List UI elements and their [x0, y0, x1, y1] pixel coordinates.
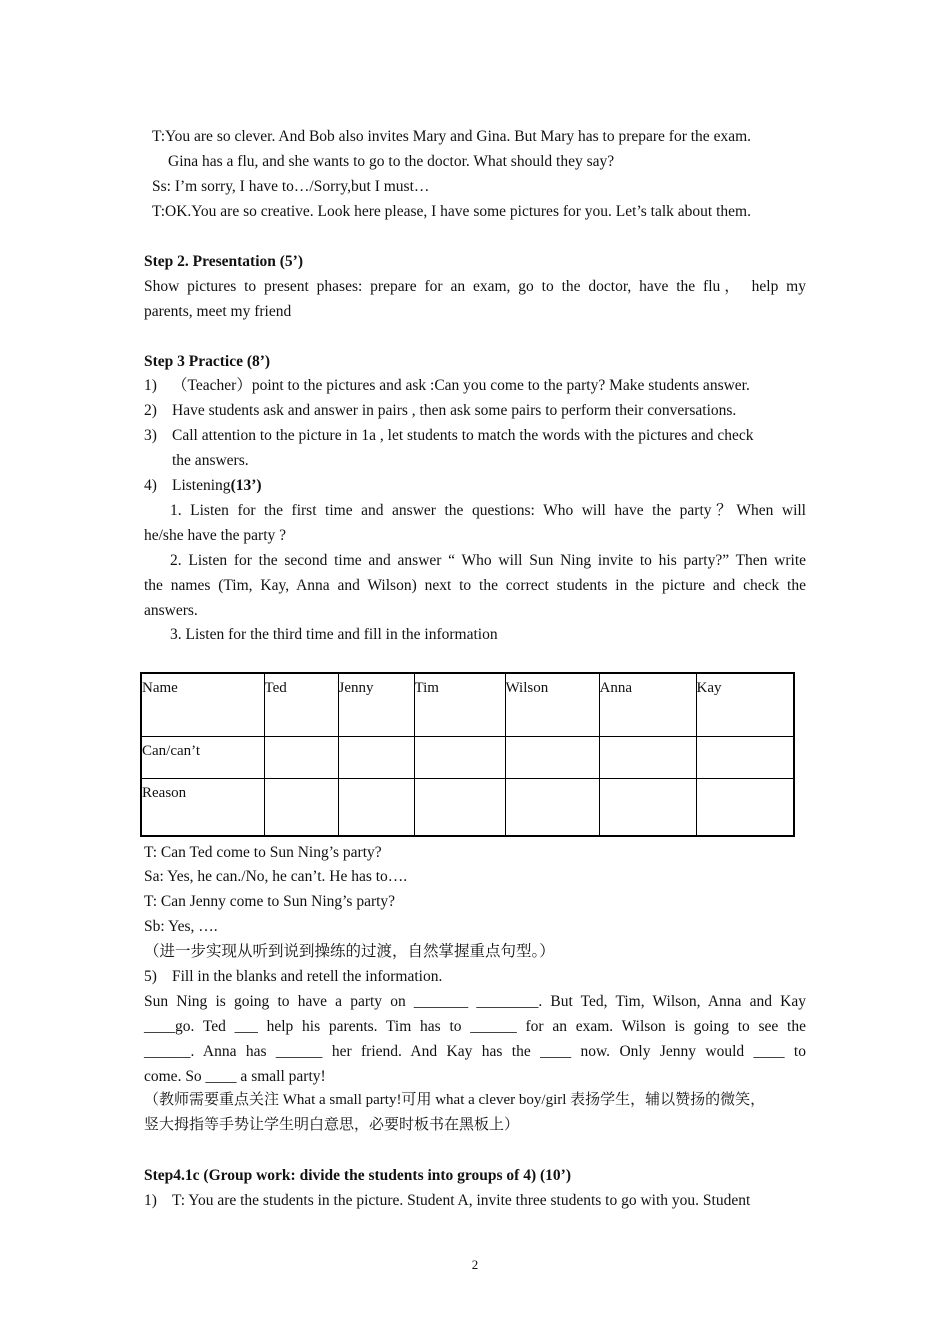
table-cell — [696, 736, 794, 778]
table-header-cell: Ted — [264, 673, 338, 736]
list-number: 5) — [144, 968, 157, 985]
text-line: Show pictures to present phases: prepare for an exam, go to the doctor, have the flu， help my — [144, 278, 806, 295]
table-row-label: Can/can’t — [141, 736, 264, 778]
list-text: Have students ask and answer in pairs , then ask some pairs to perform their conversations. — [172, 402, 737, 419]
list-text: （Teacher）point to the pictures and ask :Can you come to the party? Make students answer. — [172, 377, 750, 394]
table-cell — [338, 778, 414, 836]
step3-heading: Step 3 Practice (8’) — [144, 353, 271, 370]
step2-heading: Step 2. Presentation (5’) — [144, 253, 303, 270]
information-table — [140, 672, 795, 837]
table-cell — [696, 778, 794, 836]
table-cell — [414, 736, 505, 778]
table-header-cell: Wilson — [505, 673, 599, 736]
table-header-cell: Kay — [696, 673, 794, 736]
fill-blank-line: ______. Anna has ______ her friend. And Kay has the ____ now. Only Jenny would ____ to — [144, 1043, 806, 1060]
text-line: the answers. — [172, 452, 249, 469]
list-item — [144, 473, 806, 498]
list-number: 2) — [144, 402, 157, 419]
text-line: Gina has a flu, and she wants to go to the doctor. What should they say? — [168, 153, 615, 170]
table-cell — [264, 736, 338, 778]
text-line: T:OK.You are so creative. Look here please, I have some pictures for you. Let’s talk about them. — [152, 203, 751, 220]
table-row — [141, 673, 794, 736]
list-number: 1) — [144, 377, 157, 394]
list-text: Call attention to the picture in 1a , let students to match the words with the pictures and check — [172, 427, 754, 444]
page-number: 2 — [471, 1257, 479, 1272]
table-cell — [338, 736, 414, 778]
list-text: T: You are the students in the picture. Student A, invite three students to go with you. Student — [172, 1192, 751, 1209]
teacher-note: 竖大拇指等手势让学生明白意思，必要时板书在黑板上） — [144, 1117, 520, 1133]
dialogue-line: T: Can Ted come to Sun Ning’s party? — [144, 844, 382, 861]
fill-blank-line: ____go. Ted ___ help his parents. Tim has to ______ for an exam. Wilson is going to see the — [144, 1018, 806, 1035]
text-line: parents, meet my friend — [144, 303, 292, 320]
list-number: 1) — [144, 1192, 157, 1209]
dialogue-line: Sa: Yes, he can./No, he can’t. He has to…. — [144, 868, 408, 885]
text-line: 3. Listen for the third time and fill in the information — [170, 626, 498, 643]
teacher-note: （教师需要重点关注 What a small party!可用 what a clever boy/girl 表扬学生，辅以赞扬的微笑， — [144, 1092, 766, 1108]
text-line: 2. Listen for the second time and answer “ Who will Sun Ning invite to his party?” Then write — [170, 552, 806, 569]
text-line: T:You are so clever. And Bob also invites Mary and Gina. But Mary has to prepare for the exam. — [152, 128, 752, 145]
list-number: 3) — [144, 427, 157, 444]
table-cell — [414, 778, 505, 836]
table-row — [141, 736, 794, 778]
text-line: the names (Tim, Kay, Anna and Wilson) next to the correct students in the picture and check the — [144, 577, 806, 594]
table-row — [141, 778, 794, 836]
table-cell — [505, 736, 599, 778]
table-header-cell: Jenny — [338, 673, 414, 736]
dialogue-line: T: Can Jenny come to Sun Ning’s party? — [144, 893, 396, 910]
table-cell — [264, 778, 338, 836]
table-row-label: Reason — [141, 778, 264, 836]
list-number: 4) — [144, 477, 157, 494]
fill-blank-line: Sun Ning is going to have a party on _______ ________. But Ted, Tim, Wilson, Anna and Kay — [144, 993, 806, 1010]
list-text: Listening — [172, 477, 231, 494]
table-cell — [599, 736, 696, 778]
step4-heading: Step4.1c (Group work: divide the students into groups of 4) (10’) — [144, 1167, 571, 1184]
list-item — [144, 964, 806, 989]
table-header-cell: Tim — [414, 673, 505, 736]
list-item — [144, 1188, 806, 1213]
text-line: 1. Listen for the first time and answer the questions: Who will have the party？When will — [170, 502, 806, 519]
table-cell — [599, 778, 696, 836]
text-line: he/she have the party ? — [144, 527, 287, 544]
fill-blank-line: come. So ____ a small party! — [144, 1068, 326, 1085]
text-line: Ss: I’m sorry, I have to…/Sorry,but I must… — [152, 178, 430, 195]
list-text: Fill in the blanks and retell the information. — [172, 968, 443, 985]
list-item — [144, 398, 806, 423]
table-cell — [505, 778, 599, 836]
dialogue-line: Sb: Yes, …. — [144, 918, 218, 935]
text-line: answers. — [144, 602, 198, 619]
list-item — [144, 423, 806, 448]
table-header-cell: Name — [141, 673, 264, 736]
list-item — [144, 373, 806, 398]
time-label: (13’) — [230, 477, 262, 494]
teacher-note: （进一步实现从听到说到操练的过渡，自然掌握重点句型。） — [144, 943, 555, 960]
table-header-cell: Anna — [599, 673, 696, 736]
